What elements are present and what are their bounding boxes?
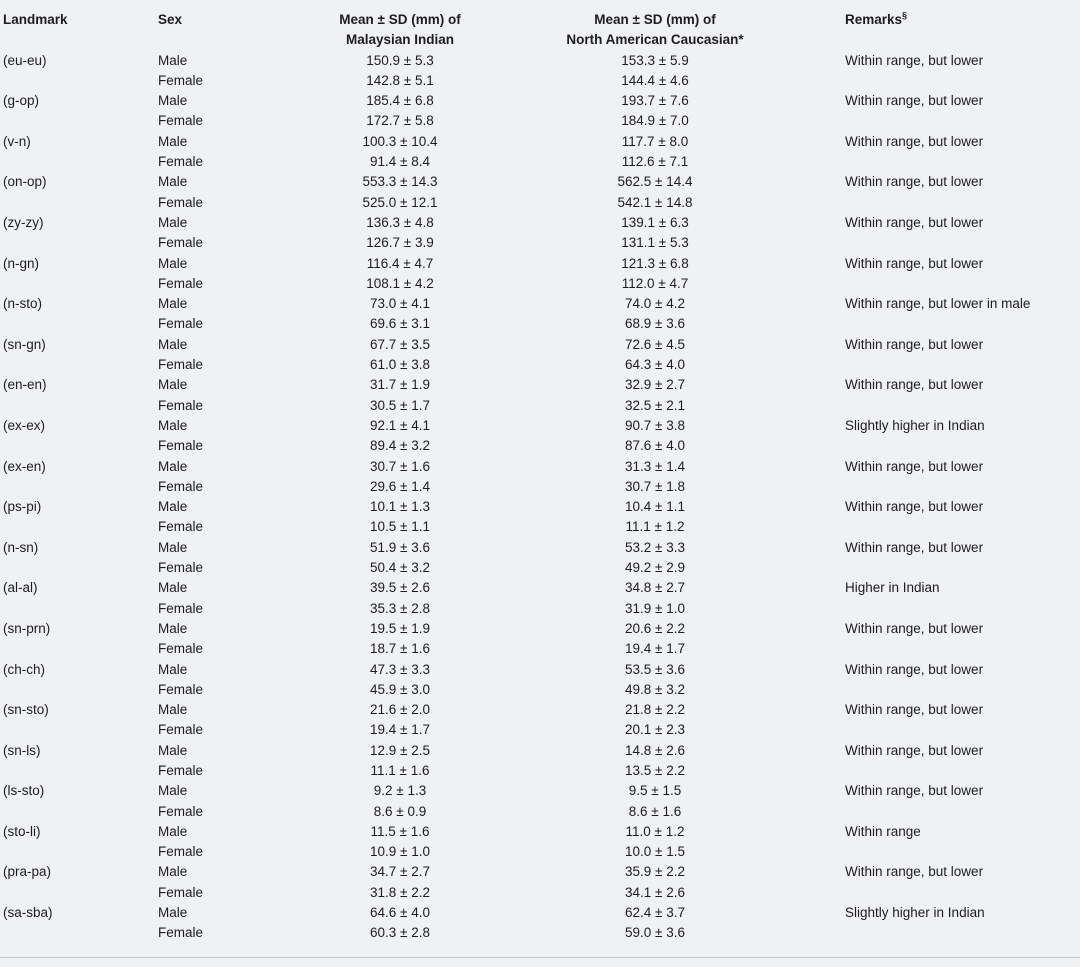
- cell-malaysian-indian-value: 18.7 ± 1.6: [370, 641, 430, 657]
- cell-landmark: (eu-eu): [3, 52, 47, 68]
- cell-caucasian-value: 62.4 ± 3.7: [625, 905, 685, 921]
- remarks-footnote-marker: §: [902, 10, 908, 21]
- cell-sex: Female: [158, 194, 204, 210]
- cell-sex: Male: [158, 417, 188, 433]
- cell-malaysian-indian-value: 61.0 ± 3.8: [370, 357, 430, 373]
- cell-caucasian-value: 49.2 ± 2.9: [625, 560, 685, 576]
- cell-malaysian-indian-value: 11.1 ± 1.6: [370, 762, 430, 778]
- table-row: [0, 741, 1080, 761]
- cell-remark: Within range, but lower: [845, 255, 984, 271]
- cell-caucasian-value: 72.6 ± 4.5: [625, 336, 685, 352]
- cell-malaysian-indian-value: 50.4 ± 3.2: [370, 560, 430, 576]
- cell-malaysian-indian-value: 73.0 ± 4.1: [370, 296, 430, 312]
- cell-remark: Within range, but lower: [845, 52, 984, 68]
- header-remarks: [790, 10, 1080, 30]
- table-row: [0, 639, 1080, 659]
- cell-sex: Female: [158, 519, 204, 535]
- cell-sex: Female: [158, 803, 204, 819]
- cell-remark: Within range, but lower: [845, 336, 984, 352]
- cell-caucasian-value: 184.9 ± 7.0: [621, 113, 689, 129]
- cell-landmark: (n-sn): [3, 539, 39, 555]
- cell-caucasian-value: 131.1 ± 5.3: [621, 235, 689, 251]
- cell-remark: Within range, but lower: [845, 174, 984, 190]
- cell-sex: Female: [158, 357, 204, 373]
- cell-malaysian-indian-value: 30.7 ± 1.6: [370, 458, 430, 474]
- cell-malaysian-indian-value: 172.7 ± 5.8: [366, 113, 434, 129]
- header-landmark: Landmark: [3, 12, 68, 27]
- cell-malaysian-indian-value: 30.5 ± 1.7: [370, 397, 430, 413]
- cell-caucasian-value: 20.6 ± 2.2: [625, 620, 685, 636]
- table-row: [0, 314, 1080, 334]
- cell-caucasian-value: 193.7 ± 7.6: [621, 93, 689, 109]
- table-row: [0, 274, 1080, 294]
- cell-caucasian-value: 11.1 ± 1.2: [625, 519, 685, 535]
- cell-malaysian-indian-value: 150.9 ± 5.3: [366, 52, 434, 68]
- cell-caucasian-value: 117.7 ± 8.0: [621, 133, 689, 149]
- cell-malaysian-indian-value: 89.4 ± 3.2: [370, 438, 430, 454]
- header-north-american-caucasian-line1: Mean ± SD (mm) of: [594, 12, 716, 27]
- table-row: [0, 822, 1080, 842]
- cell-sex: Male: [158, 52, 188, 68]
- cell-remark: Within range, but lower: [845, 864, 984, 880]
- cell-caucasian-value: 34.1 ± 2.6: [625, 884, 685, 900]
- cell-remark: Within range, but lower: [845, 539, 984, 555]
- cell-sex: Male: [158, 458, 188, 474]
- cell-remark: Within range, but lower: [845, 783, 984, 799]
- cell-malaysian-indian-value: 11.5 ± 1.6: [370, 823, 430, 839]
- table-row: [0, 111, 1080, 131]
- table-row: [0, 538, 1080, 558]
- cell-malaysian-indian-value: 8.6 ± 0.9: [373, 803, 427, 819]
- table-row: [0, 619, 1080, 639]
- cell-remark: Within range, but lower: [845, 702, 984, 718]
- table-row: [0, 172, 1080, 192]
- cell-remark: Within range, but lower: [845, 214, 984, 230]
- cell-caucasian-value: 31.3 ± 1.4: [625, 458, 685, 474]
- cell-caucasian-value: 9.5 ± 1.5: [628, 783, 682, 799]
- header-north-american-caucasian-line2: North American Caucasian*: [566, 32, 744, 48]
- table-row: [0, 213, 1080, 233]
- header-malaysian-indian-line1: Mean ± SD (mm) of: [339, 12, 461, 27]
- table-row: [0, 51, 1080, 71]
- cell-landmark: (ch-ch): [3, 661, 46, 677]
- table-row: [0, 233, 1080, 253]
- cell-malaysian-indian-value: 19.5 ± 1.9: [370, 620, 430, 636]
- cell-landmark: (zy-zy): [3, 214, 44, 230]
- header-malaysian-indian: [280, 10, 520, 51]
- table-row: [0, 477, 1080, 497]
- cell-caucasian-value: 32.9 ± 2.7: [625, 377, 685, 393]
- table-row: [0, 294, 1080, 314]
- table-row: [0, 599, 1080, 619]
- cell-landmark: (sn-prn): [3, 620, 51, 636]
- cell-sex: Female: [158, 154, 204, 170]
- table-row: [0, 416, 1080, 436]
- cell-caucasian-value: 144.4 ± 4.6: [621, 72, 689, 88]
- cell-sex: Male: [158, 133, 188, 149]
- cell-malaysian-indian-value: 45.9 ± 3.0: [370, 681, 430, 697]
- cell-sex: Female: [158, 438, 204, 454]
- cell-malaysian-indian-value: 29.6 ± 1.4: [370, 478, 430, 494]
- cell-landmark: (en-en): [3, 377, 47, 393]
- table-row: [0, 923, 1080, 943]
- table-row: [0, 680, 1080, 700]
- cell-landmark: (on-op): [3, 174, 47, 190]
- cell-sex: Male: [158, 214, 188, 230]
- cell-malaysian-indian-value: 31.8 ± 2.2: [370, 884, 430, 900]
- cell-malaysian-indian-value: 126.7 ± 3.9: [366, 235, 434, 251]
- cell-sex: Female: [158, 884, 204, 900]
- cell-sex: Female: [158, 72, 204, 88]
- cell-malaysian-indian-value: 142.8 ± 5.1: [366, 72, 434, 88]
- cell-sex: Male: [158, 499, 188, 515]
- cell-sex: Female: [158, 844, 204, 860]
- cell-malaysian-indian-value: 525.0 ± 12.1: [362, 194, 438, 210]
- table-row: [0, 903, 1080, 923]
- cell-remark: Within range, but lower: [845, 133, 984, 149]
- cell-remark: Within range, but lower: [845, 458, 984, 474]
- cell-landmark: (v-n): [3, 133, 31, 149]
- table-bottom-rule: [0, 957, 1080, 958]
- cell-caucasian-value: 32.5 ± 2.1: [625, 397, 685, 413]
- cell-remark: Within range, but lower: [845, 377, 984, 393]
- table-row: [0, 660, 1080, 680]
- cell-sex: Male: [158, 93, 188, 109]
- table-row: [0, 436, 1080, 456]
- cell-caucasian-value: 90.7 ± 3.8: [625, 417, 685, 433]
- table-row: [0, 71, 1080, 91]
- cell-remark: Slightly higher in Indian: [845, 417, 985, 433]
- cell-sex: Female: [158, 397, 204, 413]
- cell-landmark: (pra-pa): [3, 864, 52, 880]
- cell-malaysian-indian-value: 67.7 ± 3.5: [370, 336, 430, 352]
- cell-sex: Male: [158, 620, 188, 636]
- cell-landmark: (sn-ls): [3, 742, 41, 758]
- cell-remark: Higher in Indian: [845, 580, 940, 596]
- table-row: [0, 842, 1080, 862]
- cell-sex: Male: [158, 336, 188, 352]
- cell-landmark: (ls-sto): [3, 783, 45, 799]
- table-row: [0, 457, 1080, 477]
- table-row: [0, 355, 1080, 375]
- table-row: [0, 720, 1080, 740]
- cell-sex: Female: [158, 600, 204, 616]
- cell-sex: Male: [158, 377, 188, 393]
- cell-landmark: (al-al): [3, 580, 38, 596]
- header-sex: Sex: [158, 12, 183, 27]
- cell-landmark: (sa-sba): [3, 905, 53, 921]
- table-row: [0, 254, 1080, 274]
- table-row: [0, 517, 1080, 537]
- cell-landmark: (sto-li): [3, 823, 41, 839]
- table-row: [0, 802, 1080, 822]
- cell-sex: Female: [158, 560, 204, 576]
- cell-sex: Female: [158, 641, 204, 657]
- table-row: [0, 193, 1080, 213]
- cell-remark: Within range, but lower: [845, 93, 984, 109]
- table-row: [0, 132, 1080, 152]
- cell-sex: Male: [158, 255, 188, 271]
- cell-malaysian-indian-value: 21.6 ± 2.0: [370, 702, 430, 718]
- cell-caucasian-value: 49.8 ± 3.2: [625, 681, 685, 697]
- cell-remark: Within range, but lower in male: [845, 296, 1031, 312]
- cell-remark: Slightly higher in Indian: [845, 905, 985, 921]
- cell-sex: Male: [158, 296, 188, 312]
- cell-sex: Male: [158, 661, 188, 677]
- cell-malaysian-indian-value: 39.5 ± 2.6: [370, 580, 430, 596]
- cell-remark: Within range, but lower: [845, 742, 984, 758]
- cell-malaysian-indian-value: 19.4 ± 1.7: [370, 722, 430, 738]
- cell-caucasian-value: 8.6 ± 1.6: [628, 803, 682, 819]
- cell-sex: Female: [158, 722, 204, 738]
- table-row: [0, 558, 1080, 578]
- cell-caucasian-value: 59.0 ± 3.6: [625, 925, 685, 941]
- cell-malaysian-indian-value: 92.1 ± 4.1: [370, 417, 430, 433]
- table-row: [0, 578, 1080, 598]
- table-row: [0, 497, 1080, 517]
- cell-malaysian-indian-value: 60.3 ± 2.8: [370, 925, 430, 941]
- cell-malaysian-indian-value: 9.2 ± 1.3: [373, 783, 427, 799]
- cell-malaysian-indian-value: 51.9 ± 3.6: [370, 539, 430, 555]
- cell-remark: Within range, but lower: [845, 620, 984, 636]
- cell-caucasian-value: 139.1 ± 6.3: [621, 214, 689, 230]
- cell-landmark: (sn-gn): [3, 336, 46, 352]
- cell-landmark: (g-op): [3, 93, 40, 109]
- cell-sex: Male: [158, 823, 188, 839]
- cell-sex: Male: [158, 742, 188, 758]
- cell-caucasian-value: 64.3 ± 4.0: [625, 357, 685, 373]
- cell-caucasian-value: 21.8 ± 2.2: [625, 702, 685, 718]
- table-row: [0, 761, 1080, 781]
- cell-malaysian-indian-value: 108.1 ± 4.2: [366, 275, 434, 291]
- cell-landmark: (n-sto): [3, 296, 43, 312]
- cell-caucasian-value: 19.4 ± 1.7: [625, 641, 685, 657]
- cell-sex: Female: [158, 681, 204, 697]
- table-row: [0, 883, 1080, 903]
- cell-landmark: (n-gn): [3, 255, 40, 271]
- cell-caucasian-value: 10.0 ± 1.5: [625, 844, 685, 860]
- cell-caucasian-value: 30.7 ± 1.8: [625, 478, 685, 494]
- table-body: [0, 51, 1080, 944]
- table-row: [0, 152, 1080, 172]
- cell-malaysian-indian-value: 10.5 ± 1.1: [370, 519, 430, 535]
- cell-landmark: (ps-pi): [3, 499, 42, 515]
- header-remarks-label: Remarks: [845, 12, 903, 27]
- cell-malaysian-indian-value: 10.1 ± 1.3: [370, 499, 430, 515]
- table-row: [0, 781, 1080, 801]
- table-row: [0, 375, 1080, 395]
- cell-caucasian-value: 31.9 ± 1.0: [625, 600, 685, 616]
- cell-caucasian-value: 87.6 ± 4.0: [625, 438, 685, 454]
- cell-caucasian-value: 68.9 ± 3.6: [625, 316, 685, 332]
- cell-sex: Female: [158, 113, 204, 129]
- header-north-american-caucasian: [520, 10, 790, 51]
- cell-sex: Female: [158, 316, 204, 332]
- cell-caucasian-value: 121.3 ± 6.8: [621, 255, 689, 271]
- cell-malaysian-indian-value: 91.4 ± 8.4: [370, 154, 430, 170]
- cell-landmark: (sn-sto): [3, 702, 49, 718]
- table-row: [0, 335, 1080, 355]
- table-row: [0, 396, 1080, 416]
- cell-caucasian-value: 14.8 ± 2.6: [625, 742, 685, 758]
- cell-sex: Male: [158, 905, 188, 921]
- cell-sex: Male: [158, 702, 188, 718]
- cell-sex: Female: [158, 275, 204, 291]
- cell-sex: Male: [158, 174, 188, 190]
- cell-caucasian-value: 112.6 ± 7.1: [621, 154, 689, 170]
- cell-sex: Female: [158, 925, 204, 941]
- cell-sex: Male: [158, 580, 188, 596]
- cell-caucasian-value: 35.9 ± 2.2: [625, 864, 685, 880]
- table-row: [0, 700, 1080, 720]
- header-malaysian-indian-line2: Malaysian Indian: [345, 32, 455, 48]
- cell-caucasian-value: 112.0 ± 4.7: [621, 275, 689, 291]
- cell-malaysian-indian-value: 47.3 ± 3.3: [370, 661, 430, 677]
- cell-sex: Female: [158, 762, 204, 778]
- cell-malaysian-indian-value: 116.4 ± 4.7: [366, 255, 434, 271]
- cell-remark: Within range: [845, 823, 921, 839]
- cell-caucasian-value: 53.2 ± 3.3: [625, 539, 685, 555]
- cell-malaysian-indian-value: 136.3 ± 4.8: [366, 214, 434, 230]
- cell-remark: Within range, but lower: [845, 661, 984, 677]
- cell-caucasian-value: 10.4 ± 1.1: [625, 499, 685, 515]
- cell-caucasian-value: 11.0 ± 1.2: [625, 823, 685, 839]
- cell-landmark: (ex-ex): [3, 417, 46, 433]
- cell-caucasian-value: 34.8 ± 2.7: [625, 580, 685, 596]
- table-row: [0, 862, 1080, 882]
- cell-caucasian-value: 20.1 ± 2.3: [625, 722, 685, 738]
- cell-caucasian-value: 53.5 ± 3.6: [625, 661, 685, 677]
- cell-sex: Female: [158, 235, 204, 251]
- table-row: [0, 91, 1080, 111]
- cell-caucasian-value: 562.5 ± 14.4: [617, 174, 693, 190]
- cell-malaysian-indian-value: 34.7 ± 2.7: [370, 864, 430, 880]
- cell-sex: Male: [158, 783, 188, 799]
- cell-malaysian-indian-value: 31.7 ± 1.9: [370, 377, 430, 393]
- cell-sex: Male: [158, 539, 188, 555]
- table-header-row: [0, 10, 1080, 51]
- cell-malaysian-indian-value: 185.4 ± 6.8: [366, 93, 434, 109]
- cell-malaysian-indian-value: 35.3 ± 2.8: [370, 600, 430, 616]
- cell-landmark: (ex-en): [3, 458, 46, 474]
- cell-malaysian-indian-value: 10.9 ± 1.0: [370, 844, 430, 860]
- cell-malaysian-indian-value: 69.6 ± 3.1: [370, 316, 430, 332]
- cell-caucasian-value: 13.5 ± 2.2: [625, 762, 685, 778]
- cell-caucasian-value: 542.1 ± 14.8: [617, 194, 693, 210]
- cell-sex: Female: [158, 478, 204, 494]
- cell-sex: Male: [158, 864, 188, 880]
- cell-remark: Within range, but lower: [845, 499, 984, 515]
- cell-caucasian-value: 74.0 ± 4.2: [625, 296, 685, 312]
- cell-malaysian-indian-value: 64.6 ± 4.0: [370, 905, 430, 921]
- cell-malaysian-indian-value: 100.3 ± 10.4: [362, 133, 438, 149]
- cell-caucasian-value: 153.3 ± 5.9: [621, 52, 689, 68]
- cell-malaysian-indian-value: 553.3 ± 14.3: [362, 174, 438, 190]
- cell-malaysian-indian-value: 12.9 ± 2.5: [370, 742, 430, 758]
